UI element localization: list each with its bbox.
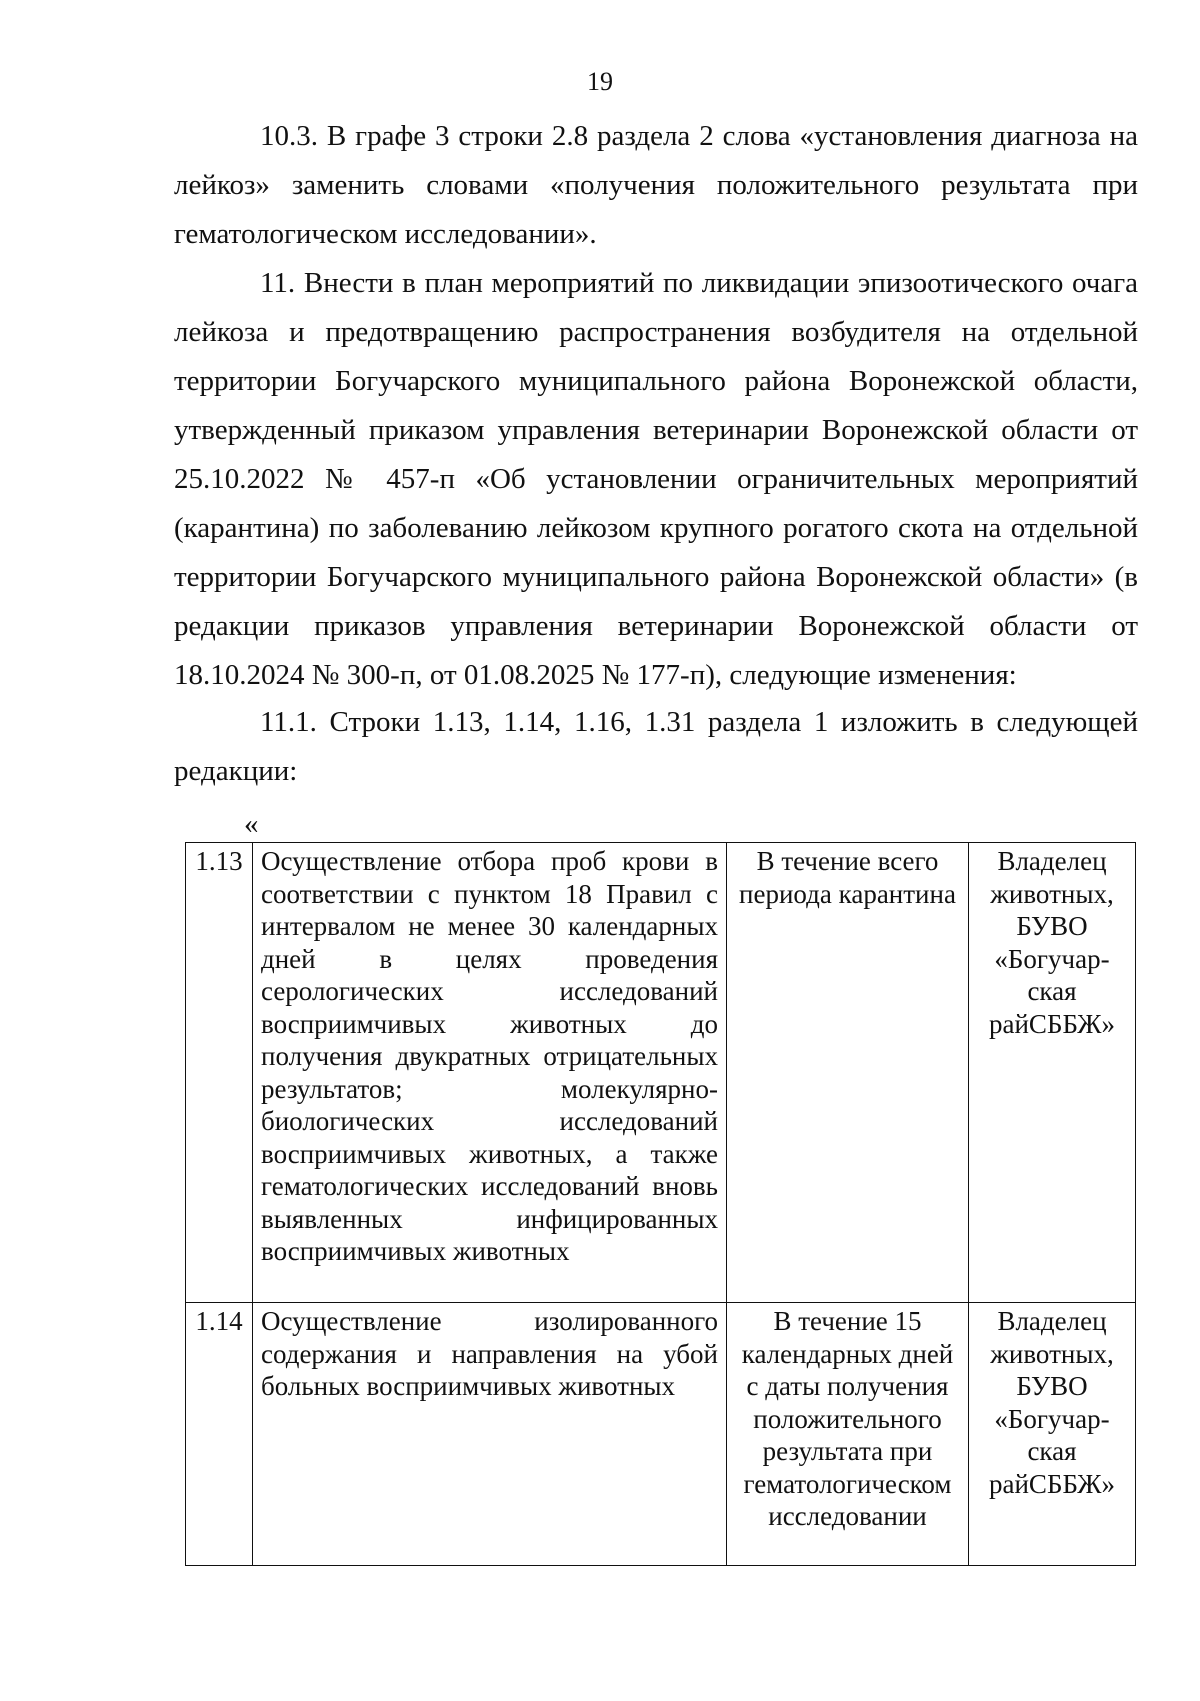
paragraph-11: 11. Внести в план мероприятий по ликвидации эпизоотического очага лейкоза и предотвращению распространения возбудителя на отдельной территории Богучарского муниципального района Воронежской области, утвержденный приказом управления ветеринарии Воронежской области от 25.10.2022 № 457-п «Об установлении ограничительных мероприятий (карантина) по заболеванию лейкозом крупного рогатого скота на отдельной территории Богучарского муниципального района Воронежской области» (в редакции приказов управления ветеринарии Воронежской области от 18.10.2024 № 300-п, от 01.08.2025 № 177-п), следующие изменения: [174,267,1138,691]
table-opening-quote: « [244,808,259,840]
responsible-party-cell: Владелец животных, БУВО «Богучар-ская райСББЖ» [969,843,1136,1303]
responsible-party-cell: Владелец животных, БУВО «Богучар-ская райСББЖ» [969,1303,1136,1566]
table-row-1-14 [186,1303,1136,1566]
measures-table [185,842,1136,1566]
table-row-1-13 [186,843,1136,1303]
deadline-cell: В течение 15 календарных дней с даты получения положительного результата при гематологическом исследовании [727,1303,969,1566]
row-number-cell: 1.14 [186,1303,253,1566]
measure-description-cell: Осуществление изолированного содержания и направления на убой больных восприимчивых животных [253,1303,727,1566]
deadline-cell: В течение всего периода карантина [727,843,969,1303]
page-number: 19 [587,67,613,96]
paragraph-10-3: 10.3. В графе 3 строки 2.8 раздела 2 слова «установления диагноза на лейкоз» заменить словами «получения положительного результата при гематологическом исследовании». [174,120,1138,250]
row-number-cell: 1.13 [186,843,253,1303]
paragraph-11-1: 11.1. Строки 1.13, 1.14, 1.16, 1.31 раздела 1 изложить в следующей редакции: [174,706,1138,787]
measure-description-cell: Осуществление отбора проб крови в соответствии с пунктом 18 Правил с интервалом не менее 30 календарных дней в целях проведения серологических исследований восприимчивых животных до получения двукратных отрицательных результатов; молекулярно-биологических исследований восприимчивых животных, а также гематологических исследований вновь выявленных инфицированных восприимчивых животных [253,843,727,1303]
